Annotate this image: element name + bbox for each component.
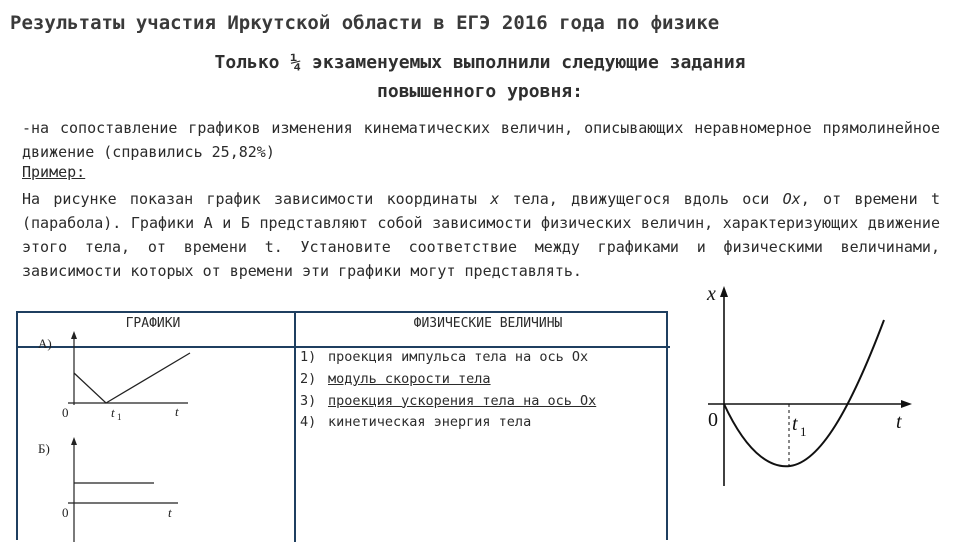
parabola-curve <box>724 320 884 466</box>
var-x: x <box>490 190 500 208</box>
problem-part-4: (парабола). Графики А и Б представляют собой зависимости физических величин, характеризующих движение этого тела, от времени <box>22 214 940 256</box>
t1-label: t <box>792 413 798 435</box>
problem-part-1: На рисунке показан график зависимости координаты <box>22 190 491 208</box>
coordinate-graph <box>690 280 950 530</box>
problem-part-3: , от времени <box>800 190 931 208</box>
var-ox: Ox <box>782 190 801 208</box>
quantity-item-2 <box>300 369 660 391</box>
problem-part-2: тела, движущегося вдоль оси <box>499 190 783 208</box>
graph-b-label: Б) <box>38 441 50 456</box>
x-axis-label: x <box>707 283 716 305</box>
quantity-item-3 <box>300 391 660 413</box>
subtitle <box>0 48 960 106</box>
origin-label: 0 <box>708 409 718 431</box>
example-label: Пример: <box>22 163 86 181</box>
graph-a-label: А) <box>38 336 52 351</box>
graph-b-y-arrow <box>71 437 77 445</box>
quantities-list <box>300 347 660 434</box>
problem-text <box>22 187 940 283</box>
subtitle-line-1: Только ¼ экзаменуемых выполнили следующие задания <box>214 52 746 73</box>
graph-a-t-label: t <box>175 404 179 419</box>
graph-a-line <box>74 353 190 403</box>
x-axis-arrow <box>720 286 728 297</box>
quantity-item-1 <box>300 347 660 369</box>
quantity-num: 2) <box>300 370 317 387</box>
quantity-text: проекция импульса тела на ось Ox <box>328 349 589 365</box>
small-graphs <box>18 313 294 542</box>
quantity-num: 1) <box>300 349 317 365</box>
t1-subscript: 1 <box>800 424 807 439</box>
graph-a-origin: 0 <box>62 405 69 420</box>
quantity-num: 4) <box>300 414 317 431</box>
graph-a-t1-sub: 1 <box>117 412 122 422</box>
graph-a-y-arrow <box>71 331 77 339</box>
problem-part-5: . Установите соответствие между графиками и физическими величинами, зависимости которых от времени эти графики могут представлять. <box>22 238 940 280</box>
var-t-2: t <box>264 238 274 256</box>
quantity-item-4 <box>300 412 660 434</box>
graph-b-t-label: t <box>168 505 172 520</box>
t-axis-label: t <box>896 411 902 433</box>
graph-b-origin: 0 <box>62 505 69 520</box>
subtitle-line-2: повышенного уровня: <box>377 81 583 102</box>
quantity-text: модуль скорости тела <box>328 370 491 387</box>
t-axis-arrow <box>901 400 912 408</box>
graphs-header: ГРАФИКИ <box>125 316 181 331</box>
task-description: -на сопоставление графиков изменения кинематических величин, описывающих неравномерное прямолинейное движение (справились 25,82%) <box>22 119 940 161</box>
matching-table <box>16 311 668 540</box>
var-t: t <box>930 190 940 208</box>
graph-a-t1: t <box>111 405 115 420</box>
quantity-num: 3) <box>300 392 317 409</box>
page-title: Результаты участия Иркутской области в ЕГЭ 2016 года по физике <box>10 12 720 34</box>
quantity-text: кинетическая энергия тела <box>328 414 532 431</box>
quantities-header: ФИЗИЧЕСКИЕ ВЕЛИЧИНЫ <box>413 316 563 331</box>
quantity-text: проекция ускорения тела на ось Ox <box>328 392 597 409</box>
